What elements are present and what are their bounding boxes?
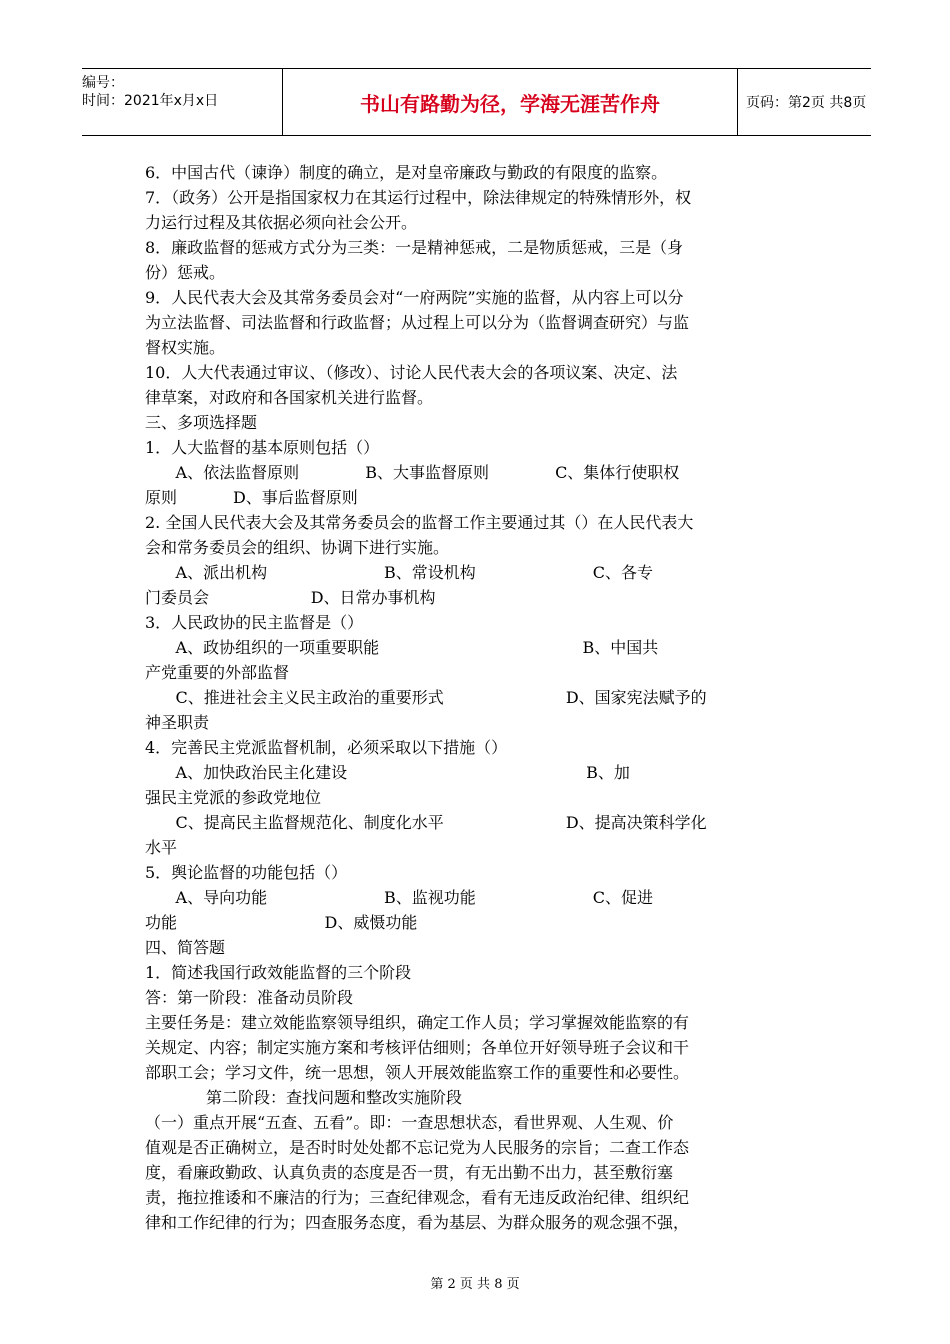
text-line: 原则 D、事后监督原则 <box>145 488 358 507</box>
text-line: 9．人民代表大会及其常务委员会对“一府两院”实施的监督，从内容上可以分 <box>145 288 684 307</box>
text-line: 律草案，对政府和各国家机关进行监督。 <box>145 388 434 407</box>
text-line: 会和常务委员会的组织、协调下进行实施。 <box>145 538 450 557</box>
text-line: 第二阶段：查找问题和整改实施阶段 <box>145 1088 463 1107</box>
text-line: 10．人大代表通过审议、（修改）、讨论人民代表大会的各项议案、决定、法 <box>145 363 678 382</box>
text-line: C、提高民主监督规范化、制度化水平 D、提高决策科学化 <box>145 813 707 832</box>
text-line: 4．完善民主党派监督机制，必须采取以下措施（） <box>145 738 508 757</box>
text-line: 强民主党派的参政党地位 <box>145 788 322 807</box>
text-line: 关规定、内容；制定实施方案和考核评估细则；各单位开好领导班子会议和干 <box>145 1038 690 1057</box>
text-line: 功能 D、威慑功能 <box>145 913 418 932</box>
text-line: 值观是否正确树立，是否时时处处都不忘记党为人民服务的宗旨；二查工作态 <box>145 1138 690 1157</box>
text-line: 7．（政务）公开是指国家权力在其运行过程中，除法律规定的特殊情形外，权 <box>145 188 692 207</box>
text-line: 8．廉政监督的惩戒方式分为三类：一是精神惩戒，二是物质惩戒，三是（身 <box>145 238 684 257</box>
text-line: 6．中国古代（谏诤）制度的确立，是对皇帝廉政与勤政的有限度的监察。 <box>145 163 668 182</box>
text-line: 四、简答题 <box>145 938 226 957</box>
text-line: （一）重点开展“五查、五看”。即：一查思想状态，看世界观、人生观、价 <box>145 1113 674 1132</box>
text-line: A、政协组织的一项重要职能 B、中国共 <box>145 638 659 657</box>
text-line: 3．人民政协的民主监督是（） <box>145 613 364 632</box>
text-line: 1．简述我国行政效能监督的三个阶段 <box>145 963 412 982</box>
text-line: 份）惩戒。 <box>145 263 226 282</box>
text-line: 5．舆论监督的功能包括（） <box>145 863 348 882</box>
text-line: A、派出机构 B、常设机构 C、各专 <box>145 563 654 582</box>
text-line: 神圣职责 <box>145 713 210 732</box>
document-number-label: 编号： <box>82 75 124 91</box>
text-line: 主要任务是：建立效能监察领导组织，确定工作人员；学习掌握效能监察的有 <box>145 1013 690 1032</box>
header-motto: 书山有路勤为径，学海无涯苦作舟 <box>282 69 738 135</box>
text-line: 门委员会 D、日常办事机构 <box>145 588 436 607</box>
text-line: 1．人大监督的基本原则包括（） <box>145 438 380 457</box>
text-line: 责，拖拉推诿和不廉洁的行为；三查纪律观念，看有无违反政治纪律、组织纪 <box>145 1188 690 1207</box>
text-line: 力运行过程及其依据必须向社会公开。 <box>145 213 418 232</box>
text-line: C、推进社会主义民主政治的重要形式 D、国家宪法赋予的 <box>145 688 707 707</box>
document-body <box>145 160 810 1235</box>
header-meta <box>82 69 282 135</box>
text-line: 督权实施。 <box>145 338 226 357</box>
text-line: A、导向功能 B、监视功能 C、促进 <box>145 888 654 907</box>
text-line: A、依法监督原则 B、大事监督原则 C、集体行使职权 <box>145 463 680 482</box>
text-line: 度，看廉政勤政、认真负责的态度是否一贯，有无出勤不出力，甚至敷衍塞 <box>145 1163 674 1182</box>
text-line: 产党重要的外部监督 <box>145 663 290 682</box>
page-footer: 第 2 页 共 8 页 <box>430 1277 520 1292</box>
text-line: 水平 <box>145 838 178 857</box>
text-line: 部职工会；学习文件，统一思想，领人开展效能监察工作的重要性和必要性。 <box>145 1063 690 1082</box>
text-line: 三、多项选择题 <box>145 413 258 432</box>
document-date-label: 时间：2021年x月x日 <box>82 93 219 109</box>
header-page-number: 页码：第2页 共8页 <box>746 95 867 111</box>
page-header <box>82 68 871 136</box>
text-line: 2. 全国人民代表大会及其常务委员会的监督工作主要通过其（）在人民代表大 <box>145 513 694 532</box>
text-line: 律和工作纪律的行为；四查服务态度，看为基层、为群众服务的观念强不强， <box>145 1213 690 1232</box>
text-line: A、加快政治民主化建设 B、加 <box>145 763 630 782</box>
text-line: 为立法监督、司法监督和行政监督；从过程上可以分为（监督调查研究）与监 <box>145 313 690 332</box>
text-line: 答：第一阶段：准备动员阶段 <box>145 988 354 1007</box>
